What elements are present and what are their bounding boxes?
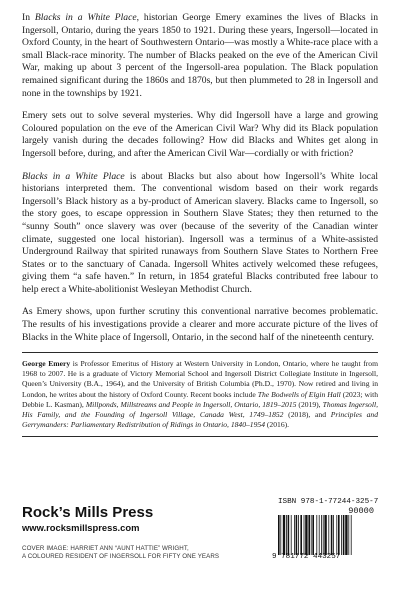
bio-text-2: (2023; with Debbie L. Kasman),	[22, 389, 379, 409]
conventional-text: is about Blacks but also about how Ingersoll’s White local historians interpreted them. The conventional wisdom based on their work regards Ingersoll’s Black history as a by-product of American slavery. Blacks came to Ingersoll, so the story goes, to escape oppression in Southern Slave States; they then returned to the “sunny South” once slavery was over (because of the severity of the Canadian winter climate, suggested one local historian). Ingersoll was a terminus of a White-assisted Underground Railway that spirited runaways from Southern Slave States to Northern Free States or to the sanctuary of Canada. Ingersoll Whites actively welcomed these refugees, giving them “a safe haven.” In return, in 1854 grateful Blacks contributed free labour to help erect a White-abolitionist Wesleyan Methodist Church.	[22, 170, 378, 295]
price-code: 90000	[348, 506, 374, 516]
bio-text-3: (2019),	[296, 399, 323, 409]
divider-top	[22, 352, 378, 353]
isbn-label: ISBN 978-1-77244-325-7	[278, 498, 379, 506]
intro-lead: In	[22, 12, 35, 23]
book-title-italic: Blacks in a White Place	[22, 170, 125, 182]
credit-line-2: A COLOURED RESIDENT OF INGERSOLL FOR FIFTY ONE YEARS	[22, 553, 220, 560]
bio-book-4: Principles and Gerrymanders: Parliamentary Redistribution of Ridings in Ontario, 1840–1954	[22, 409, 378, 429]
divider-bottom	[22, 436, 378, 437]
barcode-block	[268, 498, 378, 562]
bio-book-3: Thomas Ingersoll, His Family, and the Founding of Ingersoll Village, Canada West, 1749–1852	[22, 399, 378, 419]
bio-text-5: (2016).	[265, 419, 290, 429]
intro-text: , historian George Emery examines the lives of Blacks in Ingersoll, Ontario, during the years 1850 to 1921. During these years, Ingersoll—located in Oxford County, in the heart of Southwestern Ontario—was mostly a White-race place with a small Black-race minority. The number of Blacks peaked on the eve of the American Civil War, making up about 3 percent of the Ingersoll-area population. The Black population remained significant during the 1860s and 1870s, but then plummeted to 28 in Ingersoll and none in the townships by 1921.	[22, 12, 378, 99]
bio-book-2: Millponds, Millstreams and People in Ingersoll, Ontario, 1819–2015	[85, 399, 297, 409]
book-title-italic: Blacks in a White Place	[34, 12, 137, 23]
credit-line-1: COVER IMAGE: HARRIET ANN “AUNT HATTIE” WRIGHT,	[22, 545, 189, 552]
barcode-bars-icon	[278, 515, 374, 555]
publisher-name: Rock’s Mills Press	[22, 504, 154, 521]
author-name: George Emery	[22, 359, 71, 369]
bio-book-1: The Bodwells of Elgin Hall	[257, 389, 341, 399]
cover-image-credit	[22, 545, 219, 561]
bio-text-1: is Professor Emeritus of History at Western University in London, Ontario, where he taught from 1968 to 2007. He is a graduate of Victory Memorial School and Ingersoll District Collegiate Institute in Ingersoll, Queen’s University (B.A., 1964), and the University of British Columbia (Ph.D., 1970). Now retired and living in London, he writes about the history of Oxford County. Recent books include	[22, 359, 378, 399]
publisher-website[interactable]: www.rocksmillspress.com	[22, 522, 140, 533]
bio-text-4: (2018), and	[283, 409, 331, 419]
paragraph-conventional-wisdom	[22, 171, 378, 297]
paragraph-mysteries: Emery sets out to solve several mysteries. Why did Ingersoll have a large and growing Coloured population on the eve of the American Civil War? Why did its Black population largely vanish during the decades following? How did Blacks and Whites get along in Ingersoll before, during, and after the American Civil War—cordially or with friction?	[22, 110, 378, 159]
paragraph-intro	[22, 12, 378, 100]
paragraph-conclusion: As Emery shows, upon further scrutiny this conventional narrative becomes problematic. The results of his investigations provide a clearer and more accurate picture of the lives of Blacks in the White place of Ingersoll, Ontario, in the second half of the nineteenth century.	[22, 306, 378, 343]
author-bio	[22, 359, 378, 430]
footer	[22, 498, 379, 600]
ean-digits: 9 781772 443257	[272, 553, 341, 561]
